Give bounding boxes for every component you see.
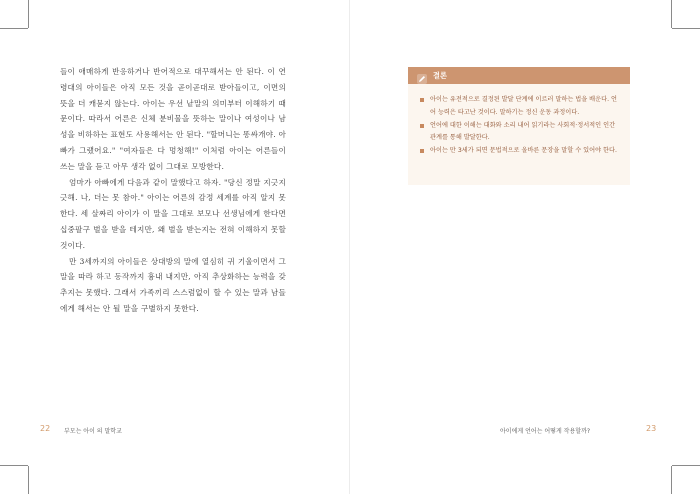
body-text	[60, 64, 286, 317]
conclusion-title: 결론	[433, 70, 447, 80]
crop-mark	[0, 465, 28, 466]
running-head: 아이에게 언어는 어떻게 작용할까?	[500, 428, 591, 435]
list-item-text: 아이는 유전적으로 결정된 발달 단계에 이르러 말하는 법을 배운다. 언어 능력은 타고난 것이다. 말하기는 정신 운동 과정이다.	[430, 96, 618, 116]
list-item	[420, 94, 620, 120]
paragraph: 만 3세까지의 아이들은 상대방의 말에 열심히 귀 기울이면서 그 말을 따라 하고 동작까지 흉내 내지만, 아직 추상화하는 능력을 갖추지는 못했다. 그래서 가족끼리 스스럼없이 할 수 있는 말과 남들에게 해서는 안 될 말을 구별하지 못한다.	[60, 256, 286, 313]
crop-mark	[0, 28, 28, 29]
page-number: 22	[40, 424, 51, 433]
crop-mark	[671, 0, 672, 28]
crop-mark	[28, 466, 29, 494]
list-item-text: 아이는 만 3세가 되면 문법적으로 올바른 문장을 말할 수 있어야 한다.	[430, 147, 617, 155]
paragraph: 엄마가 아빠에게 다음과 같이 말했다고 하자. "당신 정말 지긋지긋해. 나, 더는 못 참아." 아이는 어른의 감정 세계를 아직 알지 못한다. 세 살짜리 아이가 이 말을 그대로 보모나 선생님에게 한다면 십중팔구 벌을 받을 테지만, 왜 벌을 받는지는 전혀 이해하지 못할 것이다.	[60, 177, 286, 250]
paragraph: 들이 애매하게 반응하거나 반어적으로 대꾸해서는 안 된다. 이 연령대의 아이들은 아직 모든 것을 곧이곧대로 받아들이고, 이면의 뜻을 더 캐묻지 않는다. 아이는 우선 낱말의 의미부터 이해하기 때문이다. 따라서 어른은 신체 분비물을 뜻하는 말이나 여성이나 남성을 비하하는 표현도 사용해서는 안 된다. "할머니는 똥싸개야. 아빠가 그랬어요." "여자들은 다 멍청해!" 이처럼 아이는 어른들이 쓰는 말을 듣고 아무 생각 없이 그대로 모방한다.	[60, 67, 286, 171]
list-item-text: 언어에 대한 이해는 대화와 소리 내어 읽기라는 사회적·정서적인 인간관계를 통해 발달한다.	[430, 121, 616, 142]
bullet-icon	[420, 124, 424, 128]
conclusion-box	[408, 67, 630, 185]
conclusion-header	[408, 67, 630, 84]
bullet-icon	[420, 149, 424, 153]
crop-mark	[672, 28, 700, 29]
list-item	[420, 145, 620, 158]
page-number: 23	[646, 424, 657, 433]
running-head: 부모는 아이 의 말학교	[64, 428, 122, 435]
crop-mark	[28, 0, 29, 28]
crop-mark	[671, 466, 672, 494]
crop-mark	[672, 465, 700, 466]
conclusion-list	[408, 84, 630, 158]
list-item	[420, 120, 620, 146]
bullet-icon	[420, 98, 424, 102]
pencil-icon	[416, 70, 428, 82]
